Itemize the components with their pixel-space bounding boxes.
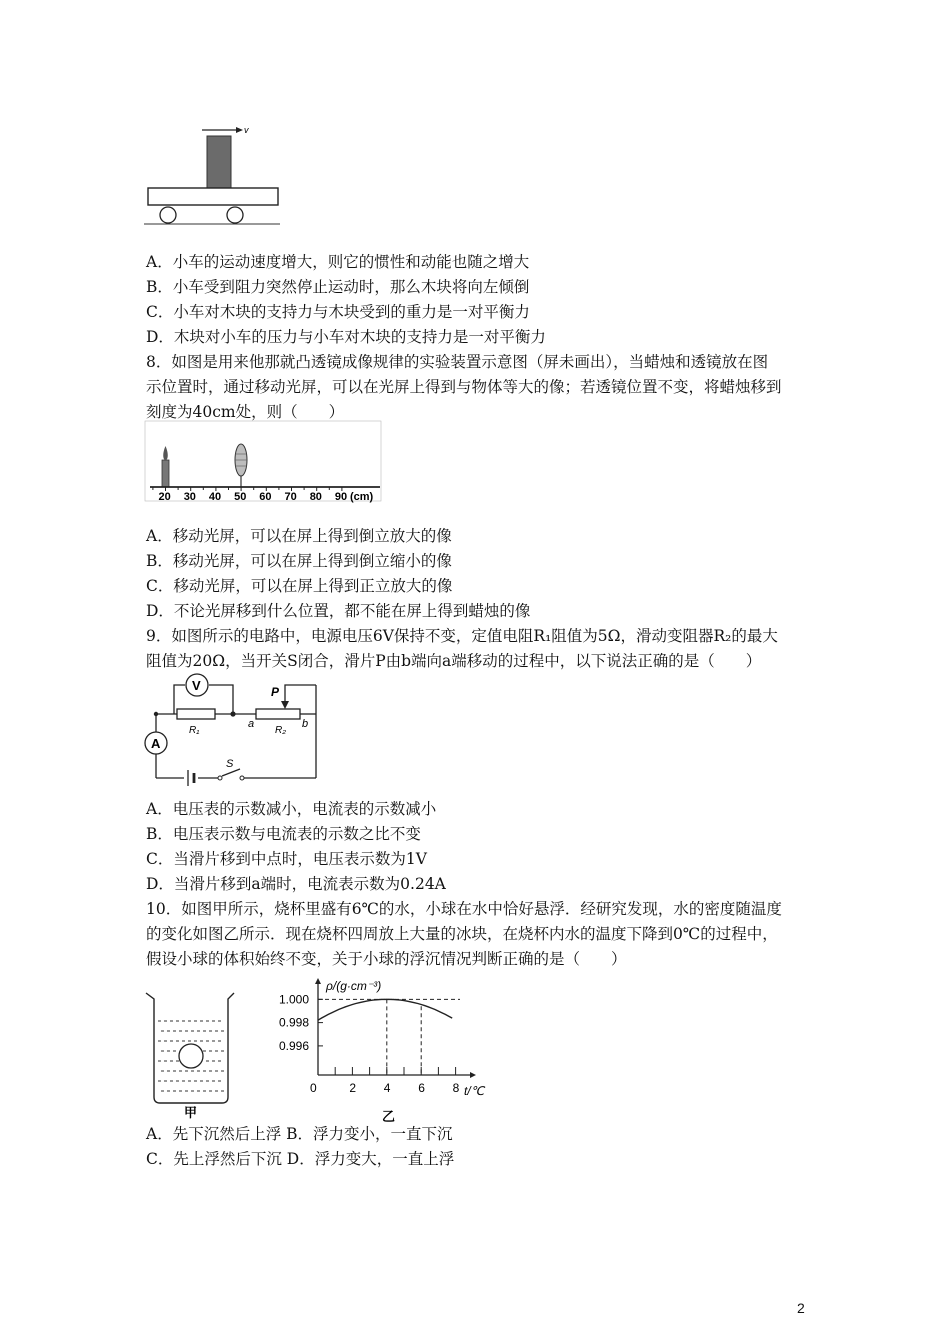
r1-label: R₁ xyxy=(189,725,200,736)
ruler-tick-label: 20 xyxy=(158,491,171,503)
switch-icon xyxy=(222,769,240,776)
q10-stem-line-1: 10．如图甲所示，烧杯里盛有6℃的水，小球在水中恰好悬浮．经研究发现，水的密度随温度 xyxy=(146,900,782,918)
q9-option-d: D．当滑片移到a端时，电流表示数为0.24A xyxy=(146,875,446,893)
switch-label: S xyxy=(226,758,234,770)
fig-jia-label: 甲 xyxy=(184,1105,198,1120)
ammeter-label: A xyxy=(151,736,161,751)
y-tick-label: 0.996 xyxy=(279,1038,310,1053)
q9-stem-line-1: 9．如图所示的电路中，电源电压6V保持不变，定值电阻R₁阻值为5Ω，滑动变阻器R₂的最大 xyxy=(146,627,778,645)
y-tick-label: 1.000 xyxy=(279,992,310,1007)
cart-block-figure xyxy=(140,118,290,228)
q9-option-c: C．当滑片移到中点时，电压表示数为1V xyxy=(146,850,427,868)
junction-dot xyxy=(154,712,158,716)
switch-contact xyxy=(218,776,222,780)
page-number: 2 xyxy=(797,1300,805,1316)
q8-stem-line-3: 刻度为40cm处，则（ ） xyxy=(146,403,345,421)
beaker-figure xyxy=(140,985,240,1120)
velocity-label: v xyxy=(244,125,249,135)
terminal-a-label: a xyxy=(248,718,255,730)
ruler-tick-label: 40 xyxy=(208,491,222,503)
chart-xlabel: t/℃ xyxy=(464,1084,485,1098)
resistor-r1 xyxy=(177,709,215,719)
chart-ylabel: ρ/(g·cm⁻³) xyxy=(326,979,382,993)
x-tick-label: 8 xyxy=(452,1081,460,1095)
q7-option-a: A．小车的运动速度增大，则它的惯性和动能也随之增大 xyxy=(146,253,530,271)
voltmeter-label: V xyxy=(192,678,201,693)
q8-option-c: C．移动光屏，可以在屏上得到正立放大的像 xyxy=(146,577,453,595)
x-tick-label: 4 xyxy=(383,1081,391,1095)
q8-option-b: B．移动光屏，可以在屏上得到倒立缩小的像 xyxy=(146,552,452,570)
q10-stem-line-3: 假设小球的体积始终不变，关于小球的浮沉情况判断正确的是（ ） xyxy=(146,950,627,968)
q10-option-line-2: C．先上浮然后下沉 D．浮力变大，一直上浮 xyxy=(146,1150,455,1168)
fig-yi-label: 乙 xyxy=(382,1109,396,1124)
y-tick-label: 0.998 xyxy=(279,1015,310,1030)
ruler-tick-label: 90 xyxy=(334,491,348,503)
cart-body xyxy=(148,188,278,205)
ruler-tick-label: 60 xyxy=(259,491,272,503)
x-tick-label: 2 xyxy=(349,1081,357,1095)
floating-ball xyxy=(179,1044,203,1068)
cart-wheel-left xyxy=(160,207,176,223)
q8-stem-line-2: 示位置时，通过移动光屏，可以在光屏上得到与物体等大的像；若透镜位置不变，将蜡烛移到 xyxy=(146,378,782,396)
slider-p-label: P xyxy=(271,685,280,699)
q8-option-a: A．移动光屏，可以在屏上得到倒立放大的像 xyxy=(146,527,452,545)
q7-option-d: D．木块对小车的压力与小车对木块的支持力是一对平衡力 xyxy=(146,328,546,346)
r2-label: R₂ xyxy=(275,725,287,736)
q7-option-b: B．小车受到阻力突然停止运动时，那么木块将向左倾倒 xyxy=(146,278,530,296)
x-axis-arrow xyxy=(470,1072,476,1078)
ruler-tick-label: 80 xyxy=(309,491,322,503)
q10-stem-line-2: 的变化如图乙所示．现在烧杯四周放上大量的冰块，在烧杯内水的温度下降到0℃的过程中， xyxy=(146,925,778,943)
terminal-b-label: b xyxy=(302,718,309,730)
ruler-unit: (cm) xyxy=(350,491,374,503)
y-axis-arrow xyxy=(315,978,321,984)
q9-option-b: B．电压表示数与电流表的示数之比不变 xyxy=(146,825,421,843)
ruler-tick-label: 30 xyxy=(183,491,196,503)
ruler-tick-label: 50 xyxy=(234,491,247,503)
density-chart xyxy=(270,975,490,1125)
rheostat-r2 xyxy=(256,709,300,719)
wooden-block xyxy=(207,136,231,188)
circuit-figure xyxy=(144,672,322,790)
x-tick-label: 0 xyxy=(310,1081,317,1095)
junction-dot xyxy=(230,711,235,716)
density-curve xyxy=(318,999,452,1020)
q9-option-a: A．电压表的示数减小，电流表的示数减小 xyxy=(146,800,437,818)
q8-stem-line-1: 8．如图是用来他那就凸透镜成像规律的实验装置示意图（屏未画出），当蜡烛和透镜放在图 xyxy=(146,353,769,371)
q8-option-d: D．不论光屏移到什么位置，都不能在屏上得到蜡烛的像 xyxy=(146,602,531,620)
candle xyxy=(162,460,169,487)
q10-option-line-1: A．先下沉然后上浮 B．浮力变小，一直下沉 xyxy=(146,1125,453,1143)
optical-bench-figure xyxy=(144,420,384,505)
x-tick-label: 6 xyxy=(418,1081,425,1095)
cart-wheel-right xyxy=(227,207,243,223)
q9-stem-line-2: 阻值为20Ω，当开关S闭合，滑片P由b端向a端移动的过程中，以下说法正确的是（ ） xyxy=(146,652,762,670)
q7-option-c: C．小车对木块的支持力与木块受到的重力是一对平衡力 xyxy=(146,303,530,321)
ruler-tick-label: 70 xyxy=(284,491,297,503)
